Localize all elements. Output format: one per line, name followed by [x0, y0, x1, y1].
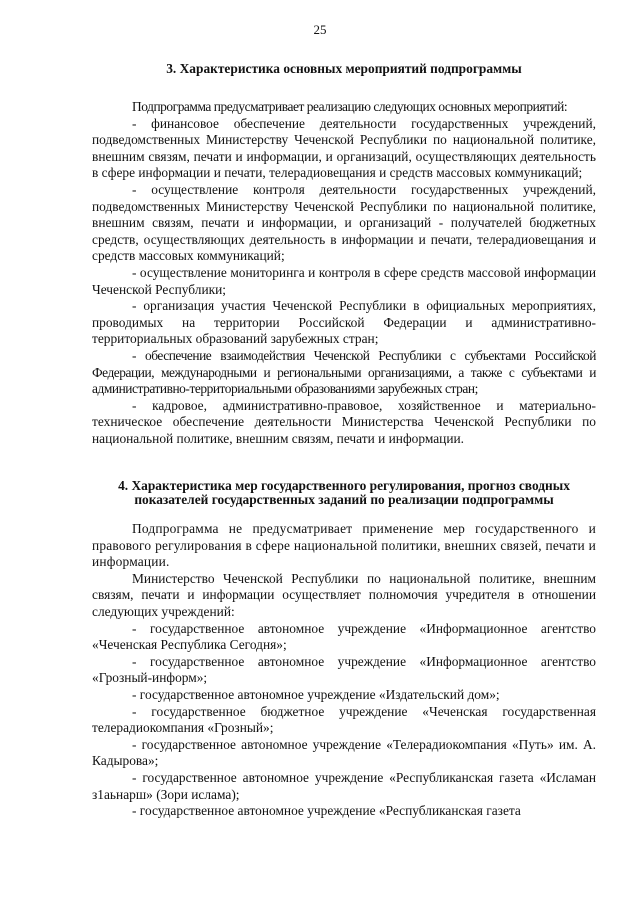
section-4-heading-line-1: 4. Характеристика мер государственного регулирования, прогноз сводных [118, 478, 570, 493]
section-3-item: - организация участия Чеченской Республики в официальных мероприятиях, проводимых на территории Российской Федерации и административно-территориальных образований зарубежных стран; [92, 298, 596, 347]
section-4-paragraph: Подпрограмма не предусматривает применение мер государственного и правового регулирования в сфере национальной политики, внешних связей, печати и информации. [92, 521, 596, 570]
section-3-item: - осуществление контроля деятельности государственных учреждений, подведомственных Министерству Чеченской Республики по национальной политике, внешним связям, печати и информации, и организаций - получателей бюджетных средств, осуществляющих деятельность в информации и печати, телерадиовещания и средств массовых коммуникаций; [92, 181, 596, 264]
section-4-item: - государственное автономное учреждение «Республиканская газета [132, 803, 521, 819]
page-number: 25 [313, 22, 327, 37]
section-4-paragraph: Министерство Чеченской Республики по национальной политике, внешним связям, печати и информации осуществляет полномочия учредителя в отношении следующих учреждений: [92, 570, 596, 619]
section-4-item: - государственное автономное учреждение «Информационное агентство «Грозный-информ»; [92, 653, 596, 686]
section-4-heading-line-2: показателей государственных заданий по реализации подпрограммы [134, 492, 554, 507]
section-3-item: - обеспечение взаимодействия Чеченской Республики с субъектами Российской Федерации, международными и региональными организациями, а также с субъектами и административно-территориальными образованиями зарубежных стран; [92, 347, 596, 397]
section-4-item: - государственное автономное учреждение «Издательский дом»; [132, 686, 500, 702]
section-3-heading: 3. Характеристика основных мероприятий подпрограммы [166, 61, 522, 76]
section-3-body [92, 99, 596, 447]
section-4-body [92, 521, 596, 820]
section-4-item: - государственное автономное учреждение «Телерадиокомпания «Путь» им. А. Кадырова»; [92, 736, 596, 769]
section-3-item: - финансовое обеспечение деятельности государственных учреждений, подведомственных Министерству Чеченской Республики по национальной политике, внешним связям, печати и информации, и организаций, осуществляющих деятельность в сфере информации и печати, телерадиовещания и средств массовых коммуникаций; [92, 115, 596, 181]
section-4-item: - государственное автономное учреждение «Республиканская газета «Исламан з1аьнарш» (Зори ислама); [92, 769, 596, 802]
section-4-item: - государственное автономное учреждение «Информационное агентство «Чеченская Республика Сегодня»; [92, 620, 596, 653]
section-3-item: - кадровое, административно-правовое, хозяйственное и материально-техническое обеспечение деятельности Министерства Чеченской Республики по национальной политике, внешним связям, печати и информации. [92, 397, 596, 446]
section-4-heading [92, 479, 596, 507]
section-3-intro: Подпрограмма предусматривает реализацию следующих основных мероприятий: [132, 99, 568, 114]
section-3-item: - осуществление мониторинга и контроля в сфере средств массовой информации Чеченской Республики; [92, 264, 596, 297]
section-4-item: - государственное бюджетное учреждение «Чеченская государственная телерадиокомпания «Грозный»; [92, 703, 596, 736]
